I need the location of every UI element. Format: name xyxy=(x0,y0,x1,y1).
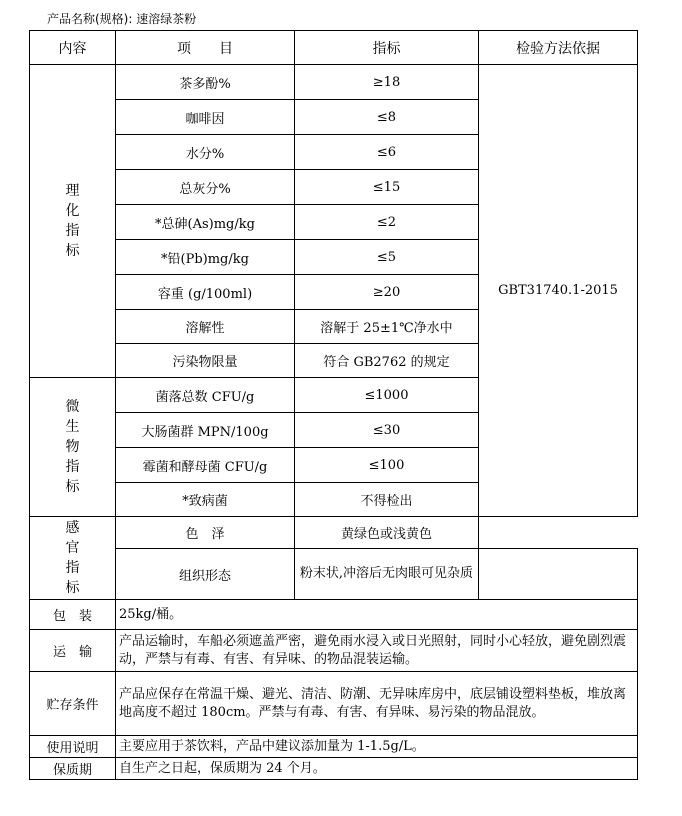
row-text-packaging: 25kg/桶。 xyxy=(116,600,638,630)
value-cell: ≥20 xyxy=(295,275,479,310)
table-row xyxy=(30,549,638,600)
row-label-usage: 使用说明 xyxy=(30,736,116,758)
value-cell: ≤30 xyxy=(295,413,479,448)
item-cell: 水分% xyxy=(116,135,295,170)
value-cell: 不得检出 xyxy=(295,483,479,517)
value-cell: ≤2 xyxy=(295,205,479,240)
value-cell: ≤15 xyxy=(295,170,479,205)
item-cell: 污染物限量 xyxy=(116,344,295,378)
row-label-shelf-life: 保质期 xyxy=(30,758,116,780)
row-label-packaging: 包 装 xyxy=(30,600,116,630)
item-cell: 菌落总数 CFU/g xyxy=(116,378,295,413)
table-row xyxy=(30,517,638,549)
table-row xyxy=(30,758,638,780)
table-row xyxy=(30,672,638,736)
item-cell: *致病菌 xyxy=(116,483,295,517)
header-index: 指标 xyxy=(295,31,479,65)
item-cell: 组织形态 xyxy=(116,549,295,600)
item-cell: 咖啡因 xyxy=(116,100,295,135)
item-cell: 色 泽 xyxy=(116,517,295,549)
item-cell: *总砷(As)mg/kg xyxy=(116,205,295,240)
row-text-transport: 产品运输时，车船必须遮盖严密，避免雨水浸入或日光照射，同时小心轻放，避免剧烈震动，严禁与有毒、有害、有异味、的物品混装运输。 xyxy=(116,630,638,672)
value-cell: 黄绿色或浅黄色 xyxy=(295,517,479,549)
table-row xyxy=(30,600,638,630)
value-cell: 溶解于 25±1℃净水中 xyxy=(295,310,479,344)
table-row xyxy=(30,736,638,758)
row-text-storage: 产品应保存在常温干燥、避光、清洁、防潮、无异味库房中，底层铺设塑料垫板，堆放离地高度不超过 180cm。严禁与有毒、有害、有异味、易污染的物品混放。 xyxy=(116,672,638,736)
item-cell: 茶多酚% xyxy=(116,65,295,100)
method-cell: GBT31740.1-2015 xyxy=(479,65,638,517)
item-cell: 总灰分% xyxy=(116,170,295,205)
header-category: 内容 xyxy=(30,31,116,65)
row-label-storage: 贮存条件 xyxy=(30,672,116,736)
item-cell: 容重 (g/100ml) xyxy=(116,275,295,310)
value-cell: ≥18 xyxy=(295,65,479,100)
table-row xyxy=(30,65,638,100)
value-cell: 粉末状,冲溶后无肉眼可见杂质 xyxy=(295,549,479,600)
group-label-sensory: 感 官 指 标 xyxy=(30,517,116,600)
header-item: 项 目 xyxy=(116,31,295,65)
row-label-transport: 运 输 xyxy=(30,630,116,672)
item-cell: 霉菌和酵母菌 CFU/g xyxy=(116,448,295,483)
spec-table xyxy=(29,30,638,780)
value-cell: ≤1000 xyxy=(295,378,479,413)
header-method: 检验方法依据 xyxy=(479,31,638,65)
value-cell: ≤5 xyxy=(295,240,479,275)
value-cell: ≤100 xyxy=(295,448,479,483)
value-cell: ≤8 xyxy=(295,100,479,135)
value-cell: 符合 GB2762 的规定 xyxy=(295,344,479,378)
item-cell: *铅(Pb)mg/kg xyxy=(116,240,295,275)
product-name-line: 产品名称(规格): 速溶绿茶粉 xyxy=(47,12,197,26)
group-label-microbiological: 微 生 物 指 标 xyxy=(30,378,116,517)
group-label-physicochemical: 理 化 指 标 xyxy=(30,65,116,378)
item-cell: 大肠菌群 MPN/100g xyxy=(116,413,295,448)
table-row xyxy=(30,630,638,672)
header-row xyxy=(30,31,638,65)
row-text-usage: 主要应用于茶饮料，产品中建议添加量为 1-1.5g/L。 xyxy=(116,736,638,758)
method-empty-cell xyxy=(479,549,638,600)
value-cell: ≤6 xyxy=(295,135,479,170)
item-cell: 溶解性 xyxy=(116,310,295,344)
row-text-shelf-life: 自生产之日起，保质期为 24 个月。 xyxy=(116,758,638,780)
